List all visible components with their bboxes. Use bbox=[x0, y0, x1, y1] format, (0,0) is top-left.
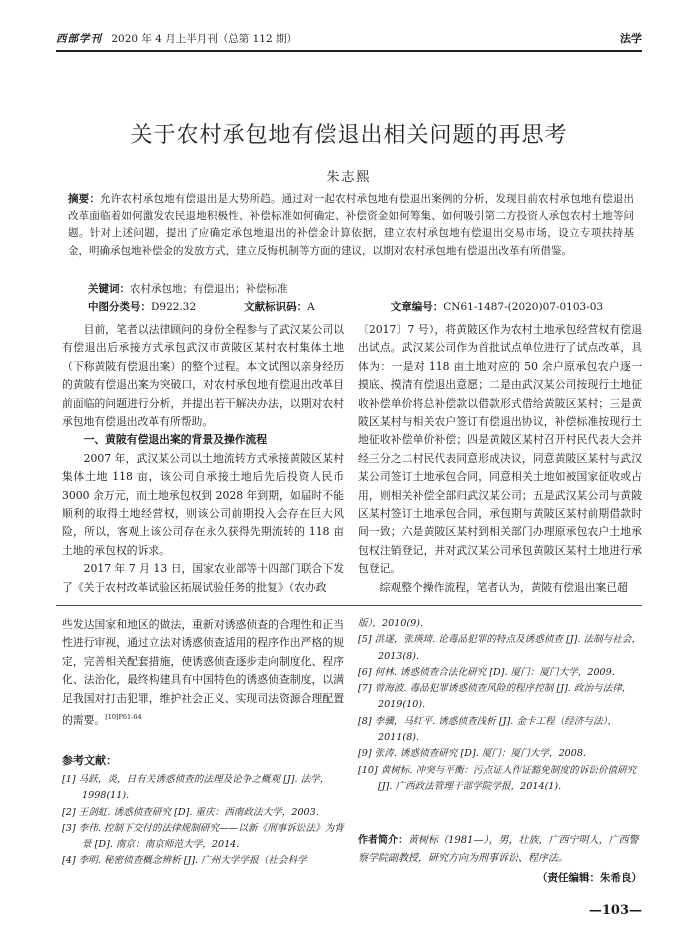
references-right bbox=[358, 616, 642, 795]
abstract-label: 摘要： bbox=[68, 193, 101, 205]
paragraph-text: 些发达国家和地区的做法，重新对诱惑侦查的合理性和正当性进行审视，通过立法对诱惑侦查适用的程序作出严格的规定，完善相关配套措施，使诱惑侦查逐步走向制度化、程序化、法治化，最终构建具有中国特色的诱惑侦查制度，以满足我国对打击犯罪，维护社会正义、实现司法资源合理配置的需要。 bbox=[62, 618, 344, 727]
keywords-text: 农村承包地；有偿退出；补偿标准 bbox=[130, 283, 288, 295]
reference-item: [7] 曾海波. 毒品犯罪诱惑侦查风险的程序控制 [J]. 政治与法律，2019(10). bbox=[358, 683, 632, 711]
page-divider bbox=[56, 605, 642, 606]
reference-item: [6] 何林. 诱惑侦查合法化研究 [D]. 厦门：厦门大学，2009. bbox=[358, 666, 615, 678]
clc-label: 中图分类号： bbox=[88, 301, 151, 313]
paragraph bbox=[62, 616, 344, 730]
reference-item: [9] 张涛. 诱惑侦查研究 [D]. 厦门：厦门大学，2008. bbox=[358, 748, 587, 760]
prev-article-column bbox=[62, 616, 344, 730]
classification-line bbox=[88, 299, 648, 316]
doc-code-value: A bbox=[307, 301, 315, 313]
paragraph: 〔2017〕7 号），将黄陂区作为农村土地承包经营权有偿退出试点。武汉某公司作为首批试点单位进行了试点改革，具体为：一是对 118 亩土地对应的 50 余户原承包农户逐一摸底、摸清有偿退出意愿；二是由武汉某公司按现行土地征收补偿单价将总补偿款以借款形式借给黄陂区某村；三是黄陂区某村与相关农户签订有偿退出协议，补偿标准按现行土地征收补偿单价补偿；四是黄陂区某村召开村民代表大会并经三分之二村民代表同意形成决议，同意黄陂区某村与武汉某公司签订土地承包合同，同意相关土地如被国家征收或占用，则相关补偿全部归武汉某公司；五是武汉某公司与黄陂区某村签订土地承包合同，承包期与黄陂区某村前期借款时间一致；六是黄陂区某村到相关部门办理原承包农户土地承包权注销登记，并对武汉某公司承包黄陂区某村土地进行承包登记。 bbox=[358, 323, 642, 576]
article-number-value: CN61-1487-(2020)07-0103-03 bbox=[443, 301, 604, 313]
issue-info: 2020 年 4 月上半月刊（总第 112 期） bbox=[111, 33, 297, 45]
paragraph: 2017 年 7 月 13 日，国家农业部等十四部门联合下发了《关于农村改革试验区拓展试验任务的批复》（农办政 bbox=[62, 562, 344, 594]
article-title: 关于农村承包地有偿退出相关问题的再思考 bbox=[130, 123, 568, 148]
author-bio-text: 黄树标（1981—），男，壮族，广西宁明人，广西警察学院副教授，研究方向为刑事诉讼、程序法。 bbox=[358, 835, 639, 864]
responsible-editor: （责任编辑：朱希良） bbox=[537, 872, 642, 884]
article-number-label: 文章编号： bbox=[390, 301, 444, 313]
reference-item: 版），2010(9). bbox=[358, 618, 424, 629]
citation-mark: [10]P61-64 bbox=[105, 713, 142, 722]
reference-item: [10] 黄树标. 冲突与平衡：污点证人作证豁免制度的诉讼价值研究 [J]. 广西政法管理干部学院学报，2014(1). bbox=[358, 764, 637, 792]
reference-item: [1] 马跃，炎，日有关诱惑侦查的法理及论争之概观 [J]. 法学，1998(11). bbox=[62, 774, 330, 802]
body-column-left bbox=[62, 321, 344, 597]
reference-item: [5] 洪遂，张瑛琦. 论毒品犯罪的特点及诱惑侦查 [J]. 法制与社会，2013(8). bbox=[358, 634, 642, 662]
journal-logo: 西部学刊 bbox=[56, 33, 102, 45]
paragraph: 目前，笔者以法律顾问的身份全程参与了武汉某公司以有偿退出后承接方式承包武汉市黄陂区某村农村集体土地（下称黄陂有偿退出案）的整个过程。本文试图以亲身经历的黄陂有偿退出案为突破口，对农村承包地有偿退出改革目前面临的问题进行分析，并提出若干解决办法，以期对农村承包地有偿退出改革有所帮助。 bbox=[62, 323, 344, 429]
paragraph: 综观整个操作流程，笔者认为，黄陂有偿退出案已超 bbox=[379, 580, 628, 594]
section-label: 法学 bbox=[620, 32, 642, 45]
reference-item: [4] 李明. 秘密侦查概念辨析 [J]. 广州大学学报（社会科学 bbox=[62, 855, 307, 867]
page-number: —103— bbox=[588, 903, 642, 918]
running-header bbox=[56, 28, 642, 52]
paragraph: 2007 年，武汉某公司以土地流转方式承接黄陂区某村集体土地 118 亩，该公司自承接土地后先后投资人民币 3000 余万元，而土地承包权到 2028 年到期，如届时不能顺利的取得土地经营权，则该公司前期投入会存在巨大风险，所以，客观上该公司存在永久获得先期流转的 118 亩土地的承包权的诉求。 bbox=[62, 451, 344, 557]
reference-item: [3] 李伟. 控制下交付的法律规制研究——以新《刑事诉讼法》为背景 [D]. 南京：南京师范大学，2014. bbox=[62, 822, 344, 851]
keywords bbox=[88, 281, 288, 298]
author-bio-label: 作者简介： bbox=[358, 835, 408, 846]
abstract-text: 允许农村承包地有偿退出是大势所趋。通过对一起农村承包地有偿退出案例的分析，发现目前农村承包地有偿退出改革面临着如何激发农民退地积极性、补偿标准如何确定、补偿资金如何筹集、如何吸引第二方投资人承包农村土地等问题。针对上述问题，提出了应确定承包地退出的补偿金计算依据，建立农村承包地有偿退出交易市场，设立专项扶持基金，明确承包地补偿金的发放方式，建立反悔机制等方面的建议，以期对农村承包地有偿退出改革有所借鉴。 bbox=[68, 193, 635, 257]
references-left bbox=[62, 772, 346, 870]
author-bio bbox=[358, 832, 642, 868]
keywords-label: 关键词： bbox=[88, 283, 130, 295]
references-title: 参考文献： bbox=[62, 754, 117, 767]
clc-value: D922.32 bbox=[151, 301, 197, 313]
section-heading: 一、黄陂有偿退出案的背景及操作流程 bbox=[83, 433, 268, 447]
doc-code-label: 文献标识码： bbox=[244, 301, 308, 313]
reference-item: [2] 王剑虹. 诱惑侦查研究 [D]. 重庆：西南政法大学，2003. bbox=[62, 806, 319, 818]
reference-item: [8] 李骥，马红平. 诱惑侦查浅析 [J]. 金卡工程（经济与法），2011(8). bbox=[358, 715, 618, 744]
abstract bbox=[68, 191, 634, 260]
article-author: 朱志熙 bbox=[326, 170, 372, 185]
body-column-right bbox=[358, 321, 642, 597]
